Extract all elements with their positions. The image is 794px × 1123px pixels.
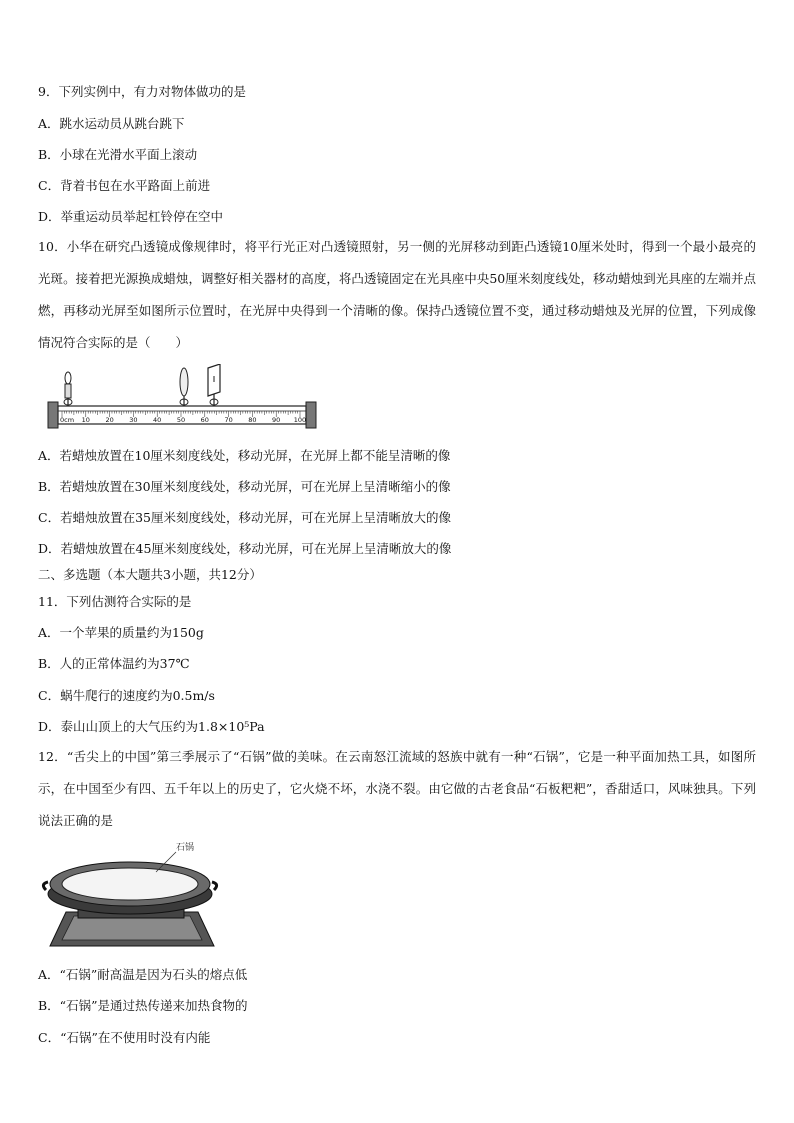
scale-label: 60: [200, 416, 209, 424]
stone-pot-figure: [38, 838, 224, 952]
q11-stem: 11．下列估测符合实际的是: [38, 594, 192, 609]
scale-label: 40: [153, 416, 162, 424]
q10-stem: 10．小华在研究凸透镜成像规律时，将平行光正对凸透镜照射，另一侧的光屏移动到距凸透镜10厘米处时，得到一个最小最亮的光斑。接着把光源换成蜡烛，调整好相关器材的高度，将凸透镜固定在光具座中央50厘米刻度线处，移动蜡烛到光具座的左端并点燃，再移动光屏至如图所示位置时，在光屏中央得到一个清晰的像。保持凸透镜位置不变，通过移动蜡烛及光屏的位置，下列成像情况符合实际的是（ ）: [38, 239, 756, 350]
bench-right-block: [306, 402, 316, 428]
q10-option-a: A．若蜡烛放置在10厘米刻度线处，移动光屏，在光屏上都不能呈清晰的像: [38, 448, 451, 463]
q9-option-a: A．跳水运动员从跳台跳下: [38, 116, 185, 131]
q9-option-b: B．小球在光滑水平面上滚动: [38, 147, 198, 162]
bench-left-block: [48, 402, 58, 428]
q12-option-a: A．“石锅”耐高温是因为石头的熔点低: [38, 967, 248, 982]
q12-option-b: B．“石锅”是通过热传递来加热食物的: [38, 998, 248, 1013]
optical-bench-figure: [46, 364, 322, 436]
scale-label: 30: [129, 416, 138, 424]
scale-label: 0cm: [60, 416, 75, 424]
q12-option-c: C．“石锅”在不使用时没有内能: [38, 1030, 211, 1045]
section-2-heading: 二、多选题（本大题共3小题，共12分）: [38, 567, 262, 582]
scale-label: 70: [224, 416, 233, 424]
q9-option-d: D．举重运动员举起杠铃停在空中: [38, 209, 224, 224]
q11-option-d: D．泰山山顶上的大气压约为1.8×10⁵Pa: [38, 719, 265, 734]
q10-option-d: D．若蜡烛放置在45厘米刻度线处，移动光屏，可在光屏上呈清晰放大的像: [38, 541, 452, 556]
q11-option-a: A．一个苹果的质量约为150g: [38, 625, 204, 640]
candle: [64, 372, 72, 406]
scale-label: 100: [293, 416, 307, 424]
convex-lens: [180, 368, 188, 406]
scale-label: 80: [248, 416, 257, 424]
q9-stem: 9．下列实例中，有力对物体做功的是: [38, 84, 246, 99]
scale-label: 20: [105, 416, 114, 424]
light-screen: [208, 364, 220, 406]
scale-label: 10: [81, 416, 90, 424]
q11-option-b: B．人的正常体温约为37℃: [38, 656, 190, 671]
scale-label: 50: [176, 416, 186, 424]
q12-stem: 12．“舌尖上的中国”第三季展示了“石锅”做的美味。在云南怒江流域的怒族中就有一种“石锅”，它是一种平面加热工具，如图所示，在中国至少有四、五千年以上的历史了，它火烧不坏，水浇不裂。由它做的古老食品“石板粑粑”，香甜适口，风味独具。下列说法正确的是: [38, 749, 756, 828]
q10-option-c: C．若蜡烛放置在35厘米刻度线处，移动光屏，可在光屏上呈清晰放大的像: [38, 510, 451, 525]
stone-pot-label: 石锅: [176, 843, 195, 853]
q10-option-b: B．若蜡烛放置在30厘米刻度线处，移动光屏，可在光屏上呈清晰缩小的像: [38, 479, 451, 494]
scale-label: 90: [272, 416, 281, 424]
q11-option-c: C．蜗牛爬行的速度约为0.5m/s: [38, 688, 215, 703]
q9-option-c: C．背着书包在水平路面上前进: [38, 178, 211, 193]
